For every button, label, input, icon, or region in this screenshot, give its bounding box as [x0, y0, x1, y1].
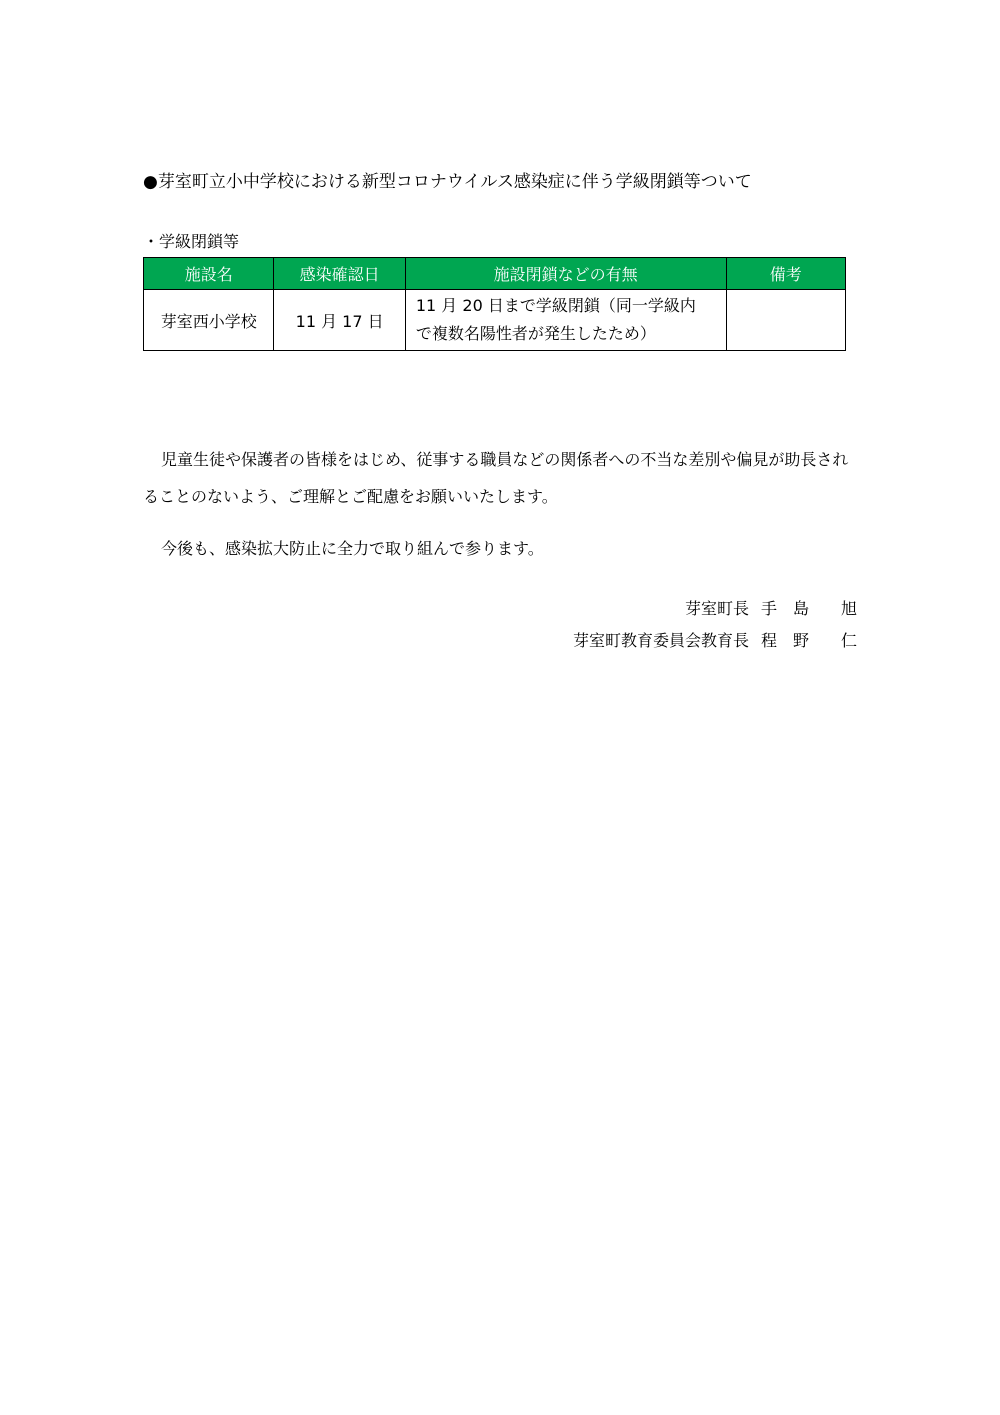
signature-superintendent — [573, 629, 857, 653]
paragraph-commitment — [143, 530, 863, 567]
paragraph-request-text: 児童生徒や保護者の皆様をはじめ、従事する職員などの関係者への不当な差別や偏見が助長されることのないよう、ご理解とご配慮をお願いいたします。 — [143, 450, 849, 506]
cell-facility: 芽室西小学校 — [144, 290, 274, 351]
header-remarks: 備考 — [726, 258, 846, 290]
signature-mayor-name: 手 島 旭 — [760, 599, 857, 618]
signature-superintendent-role: 芽室町教育委員会教育長 — [572, 631, 749, 650]
signature-superintendent-name: 程 野 仁 — [760, 631, 857, 650]
cell-closure-status — [405, 290, 726, 351]
header-confirmed-date: 感染確認日 — [274, 258, 405, 290]
header-closure-status: 施設閉鎖などの有無 — [405, 258, 726, 290]
header-facility: 施設名 — [144, 258, 274, 290]
signature-mayor — [685, 597, 857, 621]
closure-line-2: で複数名陽性者が発生したため） — [415, 324, 656, 343]
signature-mayor-role: 芽室町長 — [684, 599, 749, 618]
paragraph-commitment-text: 今後も、感染拡大防止に全力で取り組んで参ります。 — [161, 539, 544, 558]
cell-confirmed-date: 11 月 17 日 — [274, 290, 405, 351]
table-row — [144, 290, 846, 351]
section-label: ・学級閉鎖等 — [143, 232, 240, 251]
paragraph-request — [143, 441, 863, 515]
closure-table — [143, 257, 846, 351]
table-header-row — [144, 258, 846, 290]
closure-line-1: 11 月 20 日まで学級閉鎖（同一学級内 — [415, 296, 696, 315]
document-title: ●芽室町立小中学校における新型コロナウイルス感染症に伴う学級閉鎖等ついて — [143, 172, 752, 192]
cell-remarks — [726, 290, 846, 351]
